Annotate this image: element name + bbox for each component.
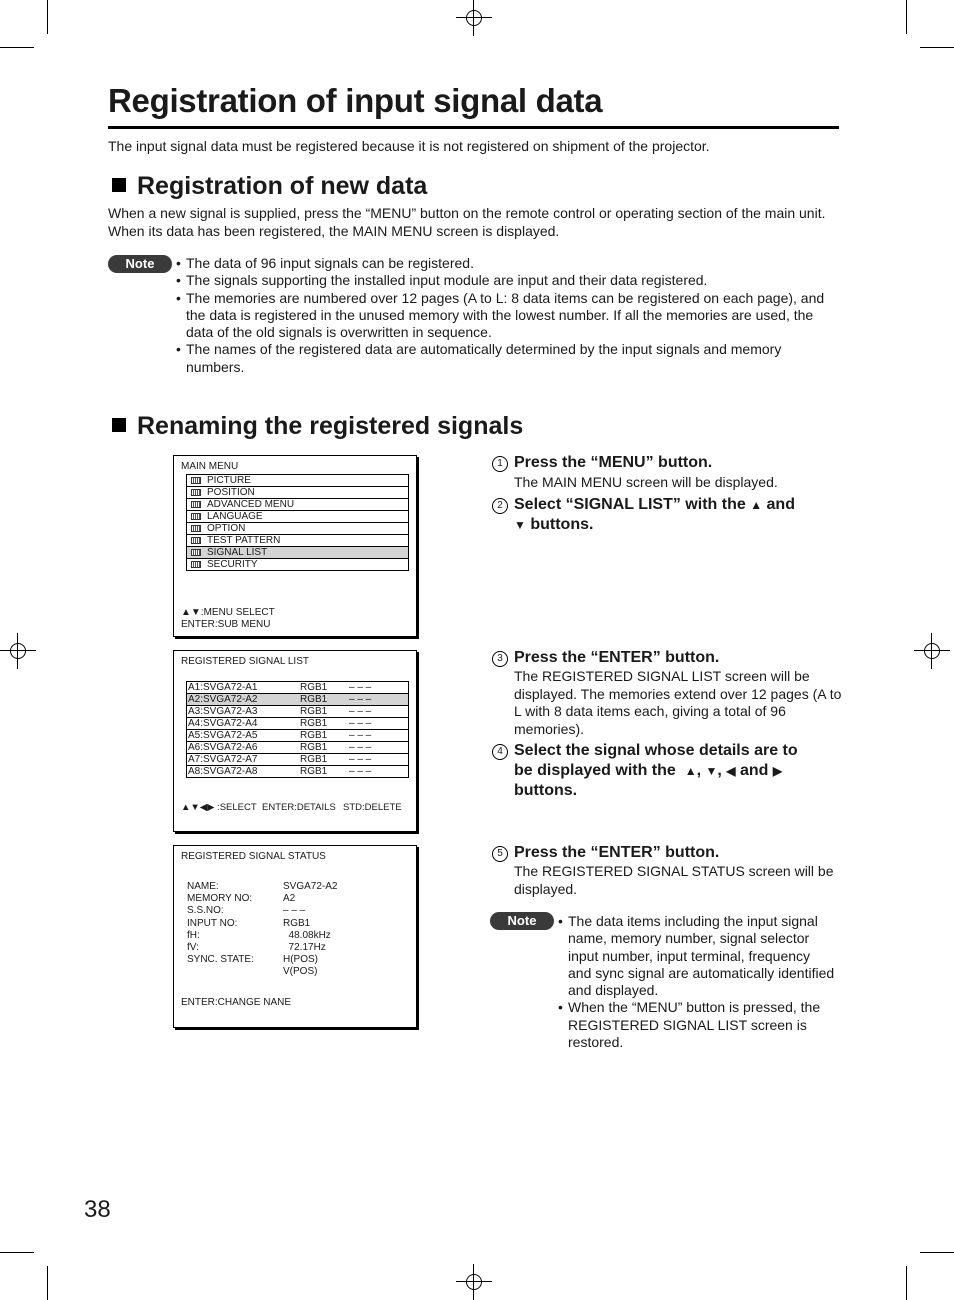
menu-item-advanced-menu[interactable]: ADVANCED MENU xyxy=(186,499,409,511)
crop-mark xyxy=(906,0,907,34)
menu-item-signal-list[interactable]: SIGNAL LIST xyxy=(186,547,409,559)
option-icon xyxy=(191,525,201,532)
table-row[interactable]: A5:SVGA72-A5 RGB1 – – – xyxy=(186,730,409,742)
crop-mark xyxy=(47,1266,48,1300)
registration-mark xyxy=(456,0,492,36)
menu-item-position[interactable]: POSITION xyxy=(186,487,409,499)
down-arrow-icon: ▼ xyxy=(514,518,526,532)
details-hint: ENTER:DETAILS xyxy=(262,802,336,813)
signal-status-title: REGISTERED SIGNAL STATUS xyxy=(181,851,326,862)
page-title: Registration of input signal data xyxy=(108,82,603,119)
main-menu-list xyxy=(186,474,409,571)
table-row[interactable]: A4:SVGA72-A4 RGB1 – – – xyxy=(186,718,409,730)
change-name-hint: ENTER:CHANGE NANE xyxy=(181,997,292,1008)
page-number: 38 xyxy=(84,1196,111,1223)
picture-icon xyxy=(191,477,201,484)
menu-item-language[interactable]: LANGUAGE xyxy=(186,511,409,523)
menu-item-test-pattern[interactable]: TEST PATTERN xyxy=(186,535,409,547)
table-row[interactable]: A3:SVGA72-A3 RGB1 – – – xyxy=(186,706,409,718)
menu-item-option[interactable]: OPTION xyxy=(186,523,409,535)
note-item: • The names of the registered data are automatically determined by the input signals and memory numbers. xyxy=(176,341,840,376)
test-pattern-icon xyxy=(191,537,201,544)
intro-text: The input signal data must be registered because it is not registered on shipment of the projector. xyxy=(108,138,710,154)
table-row[interactable]: A7:SVGA72-A7 RGB1 – – – xyxy=(186,754,409,766)
signal-list-icon xyxy=(191,549,201,556)
title-rule xyxy=(108,126,839,129)
up-arrow-icon: ▲ xyxy=(750,498,763,512)
menu-item-picture[interactable]: PICTURE xyxy=(186,474,409,487)
signal-list-title: REGISTERED SIGNAL LIST xyxy=(181,656,309,667)
crop-mark xyxy=(0,47,34,48)
menu-item-security[interactable]: SECURITY xyxy=(186,559,409,571)
delete-hint: STD:DELETE xyxy=(343,802,402,813)
square-bullet-icon xyxy=(112,418,126,432)
step-number: 1 xyxy=(492,456,508,472)
sub-menu-hint: ENTER:SUB MENU xyxy=(181,619,271,630)
section-heading-new-data: Registration of new data xyxy=(112,172,427,201)
advanced-menu-icon xyxy=(191,501,201,508)
crop-mark xyxy=(47,0,48,34)
note-item: • The signals supporting the installed input module are input and their data registered. xyxy=(176,272,840,289)
registration-mark xyxy=(914,633,950,669)
step-number: 3 xyxy=(492,651,508,667)
main-menu-screen xyxy=(173,455,417,637)
step-number: 4 xyxy=(492,744,508,760)
select-hint: ▲▼◀▶ :SELECT xyxy=(181,802,257,813)
up-arrow-icon: ▲ xyxy=(684,764,697,778)
language-icon xyxy=(191,513,201,520)
step-3-desc: The REGISTERED SIGNAL LIST screen will be displayed. The memories extend over 12 pages (A to L with 8 data items each, giving a total of 96 memories). xyxy=(514,668,842,737)
note-list xyxy=(176,255,840,376)
crop-mark xyxy=(920,47,954,48)
right-arrow-icon: ▶ xyxy=(772,764,783,778)
step-number: 2 xyxy=(492,498,508,514)
registration-mark xyxy=(456,1264,492,1300)
step-title: Press the “MENU” button. xyxy=(514,454,713,471)
table-row[interactable]: A2:SVGA72-A2 RGB1 – – – xyxy=(186,694,409,706)
section-heading-renaming: Renaming the registered signals xyxy=(112,412,523,441)
signal-status-screen: REGISTERED SIGNAL STATUS NAME: SVGA72-A2 MEMORY NO: A2 S.S.NO: – – – INPUT NO: RGB1 fH: 48.08kHz fV: 72.17Hz SYNC. STATE: H(POS) V(POS) ENTER:CHANGE NANE xyxy=(173,845,417,1028)
table-row[interactable]: A8:SVGA72-A8 RGB1 – – – xyxy=(186,766,409,778)
step-title: Press the “ENTER” button. xyxy=(514,649,720,666)
note-item: • The data items including the input signal name, memory number, signal selector input number, input terminal, frequency and sync signal are automatically identified and displayed. xyxy=(558,913,836,999)
note-item: • The memories are numbered over 12 pages (A to L: 8 data items can be registered on each page), and the data is registered in the unused memory with the lowest number. If all the memories are used, the data of the old signals is overwritten in sequence. xyxy=(176,290,840,342)
down-arrow-icon: ▼ xyxy=(705,764,718,778)
note-list-2 xyxy=(558,913,836,1051)
note-item: • The data of 96 input signals can be registered. xyxy=(176,255,840,272)
step-1-desc: The MAIN MENU screen will be displayed. xyxy=(514,474,778,490)
square-bullet-icon xyxy=(112,178,126,192)
note-badge: Note xyxy=(490,912,554,930)
table-row[interactable]: A6:SVGA72-A6 RGB1 – – – xyxy=(186,742,409,754)
signal-list-table xyxy=(186,681,409,778)
menu-select-hint: ▲▼:MENU SELECT xyxy=(181,607,275,618)
position-icon xyxy=(191,489,201,496)
crop-mark xyxy=(0,1252,34,1253)
signal-list-screen xyxy=(173,650,417,832)
step-number: 5 xyxy=(492,846,508,862)
crop-mark xyxy=(920,1252,954,1253)
main-menu-title: MAIN MENU xyxy=(181,461,239,472)
section1-text: When a new signal is supplied, press the “MENU” button on the remote control or operating section of the main unit. When its data has been registered, the MAIN MENU screen is displayed. xyxy=(108,205,826,239)
security-icon xyxy=(191,561,201,568)
note-item: • When the “MENU” button is pressed, the REGISTERED SIGNAL LIST screen is restored. xyxy=(558,999,836,1051)
left-arrow-icon: ◀ xyxy=(726,764,736,778)
crop-mark xyxy=(906,1266,907,1300)
step-5-desc: The REGISTERED SIGNAL STATUS screen will be displayed. xyxy=(514,863,834,897)
step-title: Press the “ENTER” button. xyxy=(514,844,720,861)
table-row[interactable]: A1:SVGA72-A1 RGB1 – – – xyxy=(186,681,409,694)
registration-mark xyxy=(0,633,36,669)
note-badge: Note xyxy=(108,255,172,273)
